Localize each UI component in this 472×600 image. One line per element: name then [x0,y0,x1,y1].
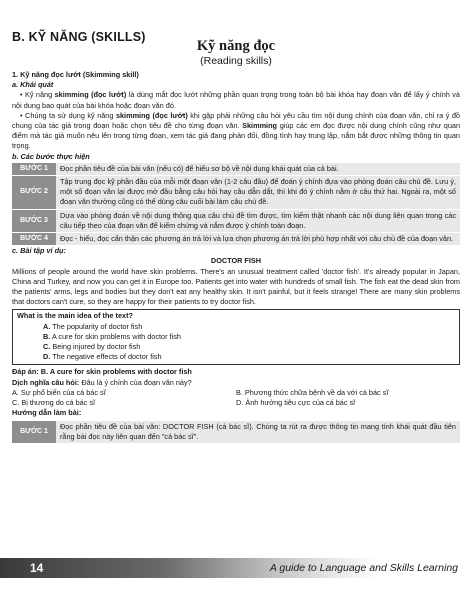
content-body [12,70,460,443]
vi-options-row [12,388,460,398]
option-letter: A. [43,321,51,331]
vi-option: B. Phương thức chữa bệnh về da với cá bác sĩ [236,387,389,397]
guide-label: Hướng dẫn làm bài: [12,408,82,418]
bold-term: skimming (đọc lướt) [115,110,188,120]
steps-table [12,163,460,245]
option-text: A cure for skin problems with doctor fish [51,331,181,341]
vi-option: A. Sự phổ biến của cá bác sĩ [12,387,106,397]
step-row [12,176,460,209]
step-text: Đọc phần tiêu đề của bài văn (nếu có) để hiểu sơ bộ về nội dung khái quát của cả bài. [56,163,460,175]
step-label: BƯỚC 1 [12,421,56,443]
guide-step-row [12,421,460,443]
answer-option [17,332,455,342]
step-label: BƯỚC 2 [12,176,56,209]
option-letter: C. [43,342,51,352]
step-label: BƯỚC 1 [12,163,56,175]
overview-label: a. Khái quát [12,80,54,90]
answer-option [17,322,455,332]
page-footer [0,558,472,578]
overview-paragraph-2 [12,111,460,152]
answer-label: Đáp án: [12,367,39,377]
answer-option [17,352,455,362]
option-letter: B. [43,331,51,341]
answer-option [17,342,455,352]
skill-heading: 1. Kỹ năng đọc lướt (Skimming skill) [12,70,139,79]
vi-options-row [12,398,460,408]
passage-title: DOCTOR FISH [210,256,262,266]
step-text: Đọc - hiểu, đọc cẩn thận các phương án trả lời và lựa chọn phương án trả lời phù hợp nhất với câu chủ đề của đoạn văn. [56,233,460,245]
page-subtitle: (Reading skills) [200,55,272,67]
page-title: Kỹ năng đọc [196,38,276,54]
text-run: là dùng mắt đọc lướt những phần quan trọng trong toàn bộ bài khóa hay đoạn văn để lấy ý chính và nội dung bao quát của bài khóa hoặc đoạn văn đó. [12,90,460,110]
question-text: What is the main idea of the text? [17,311,133,321]
bold-term: Skimming [242,121,277,131]
passage-text: Millions of people around the world have skin problems. There's an unusual treatment called 'doctor fish'. It's already popular in Japan, China and Turkey, and now you can get it in Europe too. Patients get into water with hundreds of small fish. The fish eat the dead skin from the patients' arms, legs and bodies but they don't eat any healthy skin. It isn't painful, but it feels strange! There are many skin problems that doctors can't cure, so they are happy for their patients to try doctor fish. [12,266,460,307]
section-heading: B. KỸ NĂNG (SKILLS) [12,30,146,44]
step-text: Đọc phần tiêu đề của bài văn: DOCTOR FISH (cá bác sĩ). Chúng ta rút ra được thông tin mang tính khái quát đầu tiên rằng bài đọc này liên quan đến "cá bác sĩ". [56,421,460,443]
option-text: The negative effects of doctor fish [52,352,162,362]
steps-label: b. Các bước thực hiện [12,151,90,161]
option-text: Being injured by doctor fish [52,342,141,352]
text-run: khi gặp phải những câu hỏi yêu cầu tìm nội dung chính của đoạn văn, chỉ ra ý đồ chung của tác giả trong đoạn hoặc chọn tiêu đề cho từng đoạn văn. [12,110,460,131]
text-run: • Kỹ năng [20,90,55,100]
step-row [12,210,460,232]
translation-text: Đâu là ý chính của đoạn văn này? [81,377,192,387]
step-text: Dựa vào phỏng đoán về nội dung thông qua câu chủ đề tìm được, tìm kiếm thật nhanh các nội dung liên quan trong các câu tiếp theo của đoạn văn để kiểm chứng và nắm được ý chính toàn đoạn. [56,210,460,232]
bold-term: skimming (đọc lướt) [54,90,127,100]
answer-line [12,367,460,377]
step-row [12,233,460,245]
step-row [12,163,460,175]
step-label: BƯỚC 3 [12,210,56,232]
option-letter: D. [43,352,51,362]
step-text: Tập trung đọc kỹ phần đầu của mỗi một đoạn văn (1-2 câu đầu) để đoán ý chính đựa vào phỏng đoán câu chủ đề. Lưu ý, một số đoạn văn lại được mở đầu bằng câu hỏi hay câu dẫn dắt, thì khi đó ý chính nằm ở câu thứ hai. Ngoài ra, một số đoạn văn thường cũng có thể dùng câu cuối bài làm câu chủ đề. [56,176,460,209]
vi-option: C. Bị thương do cá bác sĩ [12,398,96,408]
option-text: The popularity of doctor fish [52,321,143,331]
vi-option: D. Ảnh hưởng tiêu cực của cá bác sĩ [236,398,356,408]
answer-text: B. A cure for skin problems with doctor fish [40,367,192,377]
translation-label: Dịch nghĩa câu hỏi: [12,377,80,387]
translation-line [12,378,460,388]
step-label: BƯỚC 4 [12,233,56,245]
text-run: • Chúng ta sử dụng kỹ năng [20,110,116,120]
question-box [12,309,460,365]
example-label: c. Bài tập ví dụ: [12,246,66,256]
text-run: giúp các em đọc được nội dung chính cũng như quan điểm mà tác giả muốn nêu lên trong từng đoạn, xem tác giả đang phản đối, đồng tình hay trung lập, nắm bắt được những thông tin quan trọng. [12,121,460,151]
page-number: 14 [30,561,44,575]
footer-title: A guide to Language and Skills Learning [269,562,458,574]
overview-paragraph-1 [12,90,460,110]
